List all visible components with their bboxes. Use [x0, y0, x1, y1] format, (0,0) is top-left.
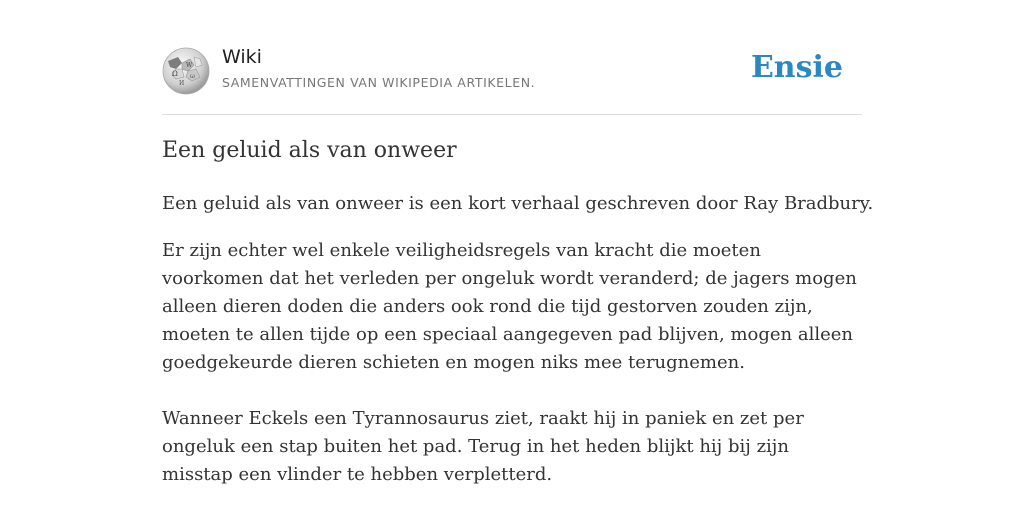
- article-content: [162, 190, 874, 512]
- wikipedia-globe-logo[interactable]: [162, 47, 210, 95]
- site-name[interactable]: Wiki: [222, 46, 262, 68]
- site-tagline: SAMENVATTINGEN VAN WIKIPEDIA ARTIKELEN.: [222, 75, 536, 90]
- svg-text:W: W: [186, 62, 193, 69]
- svg-text:ω: ω: [190, 73, 195, 80]
- site-header: [162, 44, 862, 115]
- article-intro: Een geluid als van onweer is een kort verhaal geschreven door Ray Bradbury.: [162, 193, 874, 214]
- article-paragraph: Er zijn echter wel enkele veiligheidsregels van kracht die moeten voorkomen dat het verleden per ongeluk wordt veranderd; de jagers mogen alleen dieren doden die anders ook rond die tijd gestorven zouden zijn, moeten te allen tijde op een speciaal aangegeven pad blijven, mogen alleen goedgekeurde dieren schieten en mogen niks mee terugnemen.: [162, 240, 857, 373]
- svg-text:И: И: [179, 80, 185, 87]
- article-paragraph: Wanneer Eckels een Tyrannosaurus ziet, raakt hij in paniek en zet per ongeluk een stap buiten het pad. Terug in het heden blijkt hij bij zijn misstap een vlinder te hebben verpletterd.: [162, 408, 804, 485]
- article-title: Een geluid als van onweer: [162, 138, 457, 163]
- ensie-brand-logo[interactable]: Ensie: [750, 50, 843, 85]
- svg-text:Ω: Ω: [172, 70, 178, 78]
